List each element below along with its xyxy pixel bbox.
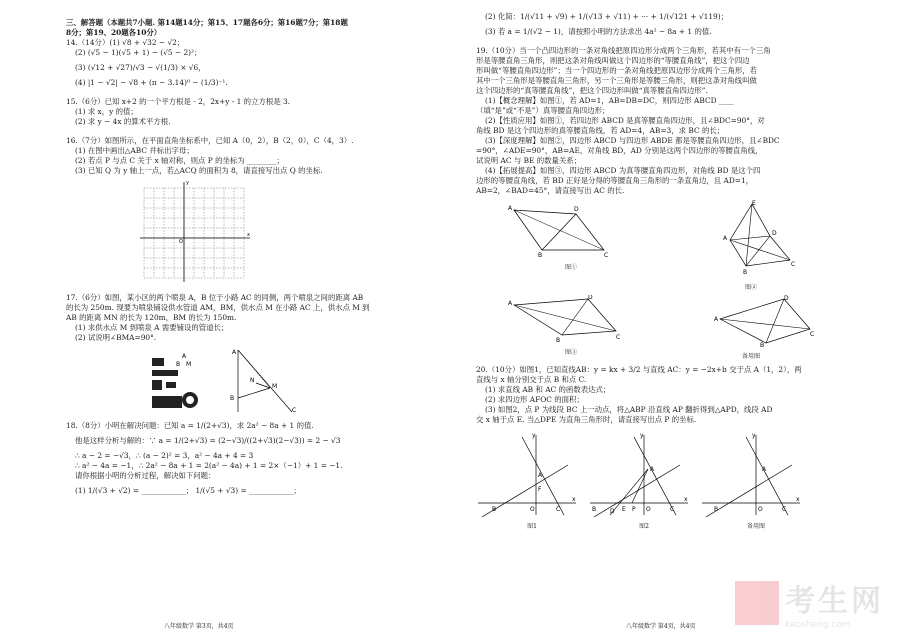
q19-fig-spare <box>710 295 820 347</box>
svg-text:C: C <box>670 506 675 513</box>
q15-p2: (2) 求 y − 4x 的算术平方根. <box>75 117 171 126</box>
svg-text:A: A <box>723 235 728 242</box>
q19-p4a: (4)【拓展提高】如图③，四边形 ABCD 为真等腰直角四边形，对角线 BD 是这个四 <box>485 166 761 175</box>
q19-p4c: AB=2，∠BAD=45°，请直接写出 AC 的长. <box>476 186 625 195</box>
park-photo-figure <box>146 346 208 416</box>
q19-l4: 其中一个三角形是等腰直角三角形，另一个三角形是等腰三角形，则把这条对角线叫做 <box>476 76 757 85</box>
q17-l3: AB 的距离 MN 的长为 120m，BM 的长为 150m. <box>66 313 237 322</box>
q19-head: 19.（10分）当一个凸四边形的一条对角线把原四边形分成两个三角形，若其中有一个三角 <box>476 46 771 55</box>
svg-text:M: M <box>272 383 278 390</box>
svg-text:x: x <box>796 496 800 503</box>
fig3-caption: 图③ <box>564 349 577 356</box>
q19-p1a: (1)【概念理解】如图①，若 AD=1，AB=DB=DC，则四边形 ABCD ____ <box>485 96 734 105</box>
page-footer-left: 八年级数学 第3页，共4页 <box>164 623 234 630</box>
q19-figures-row2 <box>476 295 850 360</box>
svg-text:x: x <box>247 232 250 238</box>
svg-text:B: B <box>556 337 561 343</box>
q17-figures <box>146 346 436 416</box>
q19-p3b: =90°，∠ADE=90°，AB=AE，对角线 BD，AD 分别是这两个四边形的等腰直角线， <box>476 146 763 155</box>
q18-l4: ∴ a² − 4a = −1，∴ 2a² − 8a + 1 = 2(a² − 4a) + 1 = 2×（−1）+ 1 = −1. <box>75 461 343 470</box>
q20-p1: (1) 求直线 AB 和 AC 的函数表达式； <box>485 385 611 394</box>
svg-text:y: y <box>186 180 189 186</box>
q19-p1b: （填“是”或“不是”）真等腰直角四边形； <box>476 106 610 115</box>
svg-text:D: D <box>574 206 579 213</box>
svg-text:O: O <box>179 239 183 245</box>
svg-text:C: C <box>292 407 297 414</box>
svg-text:A: A <box>508 205 513 212</box>
q16-p1: (1) 在图中画出△ABC 并标出字母； <box>75 146 194 155</box>
svg-text:O: O <box>758 506 763 513</box>
svg-text:C: C <box>604 252 609 258</box>
q17-p2: (2) 试说明∠BMA=90°. <box>75 333 157 342</box>
svg-text:B: B <box>743 269 748 276</box>
q18-l3: ∴ a − 2 = −√3，∴ (a − 2)² = 3，a² − 4a + 4 = 3 <box>75 451 254 460</box>
coordinate-grid-figure <box>134 178 254 288</box>
q16-head: 16.（7分）如图所示，在平面直角坐标系中，已知 A（0，2），B（2，0），C（4，3）. <box>66 136 354 145</box>
page-footer-right: 八年级数学 第4页，共4页 <box>626 623 696 630</box>
q16-p2: (2) 若点 P 与点 C 关于 x 轴对称，则点 P 的坐标为 ________； <box>75 156 284 165</box>
q18-l6: (1) 1/(√3 + √2) = ____________； 1/(√5 + √3) = ____________； <box>75 486 301 495</box>
q17-l2: 的长为 250m. 现要为喷泉铺设供水管道 AM，BM，供水点 M 在小路 AC 上，供水点 M 到 <box>66 303 370 312</box>
page-right <box>450 0 900 636</box>
svg-text:N: N <box>250 377 255 384</box>
svg-text:C: C <box>782 506 787 513</box>
q18-l5: 请你根据小明的分析过程，解决如下问题： <box>75 471 216 480</box>
svg-text:B: B <box>176 361 181 368</box>
svg-text:D: D <box>588 295 593 301</box>
q14-p3: (3) (√12 + √27)/√3 − √(1/3) × √6， <box>75 63 206 72</box>
svg-text:A: A <box>538 472 543 479</box>
watermark <box>735 576 884 630</box>
q19-p2a: (2)【性质应用】如图①，若四边形 ABCD 是真等腰直角四边形，且∠BDC=90°，对 <box>485 116 765 125</box>
section-title: 三、解答题（本题共7小题. 第14题14分；第15、17题各6分；第16题7分；第18题 <box>66 18 348 27</box>
fig2-caption: 图② <box>744 284 757 291</box>
svg-text:y: y <box>752 432 756 439</box>
q20-p3a: (3) 如图2，点 P 为线段 BC 上一动点，将△ABP 沿直线 AP 翻折得到△APD，线段 AD <box>485 405 773 414</box>
svg-text:C: C <box>556 506 561 513</box>
svg-text:C: C <box>791 261 796 268</box>
svg-text:A: A <box>714 316 719 323</box>
svg-text:y: y <box>640 432 644 439</box>
q19-p3a: (3)【深度理解】如图②，四边形 ABCD 与四边形 ABDE 都是等腰直角四边形，且∠BDC <box>485 136 780 145</box>
svg-text:y: y <box>532 432 536 439</box>
svg-text:B: B <box>230 395 235 402</box>
svg-text:A: A <box>650 466 655 473</box>
q14-p2: (2) (√5 − 1)(√5 + 1) − (√5 − 2)²； <box>75 48 202 57</box>
q16-p3: (3) 已知 Q 为 y 轴上一点，若△ACQ 的面积为 8，请直接写出点 Q 的坐标. <box>75 166 323 175</box>
q18-p3: (3) 若 a = 1/(√2 − 1)，请按照小明的方法求出 4a² − 8a + 1 的值. <box>485 27 712 36</box>
svg-text:B: B <box>538 252 543 258</box>
svg-text:A: A <box>182 353 187 360</box>
section-title-cont: 8分；第19、20题各10分） <box>66 28 162 37</box>
q19-fig3 <box>506 295 626 343</box>
svg-text:O: O <box>646 506 651 513</box>
svg-text:E: E <box>752 200 756 207</box>
q20-p2: (2) 求四边形 AFOC 的面积； <box>485 395 584 404</box>
q14-head: 14.（14分）(1) √8 + √32 − √2； <box>66 38 185 47</box>
q19-l2: 形是等腰直角三角形，则把这条对角线叫做这个四边形的“等腰直角线”，把这个四边 <box>476 56 750 65</box>
svg-text:A: A <box>232 349 237 356</box>
graph-spare-caption: 备用图 <box>746 523 765 530</box>
graph1-caption: 图1 <box>527 523 537 530</box>
svg-text:D: D <box>610 508 615 515</box>
svg-text:A: A <box>508 300 513 307</box>
q17-head: 17.（6分）如图，某小区的两个喷泉 A，B 位于小路 AC 的同侧，两个喷泉之间的距离 AB <box>66 293 364 302</box>
svg-text:A: A <box>762 466 767 473</box>
q20-p3b: 交 x 轴于点 E. 当△DPE 为直角三角形时，请直接写出点 P 的坐标. <box>476 415 697 424</box>
q19-p2b: 角线 BD 是这个四边形的真等腰直角线，若 AD=4，AB=3，求 BC 的长； <box>476 126 725 135</box>
q19-figures-row1 <box>476 200 850 291</box>
q15-head: 15.（6分）已知 x+2 的一个平方根是 - 2，2x+y - 1 的立方根是 3. <box>66 97 291 106</box>
q19-p3c: 试说明 AC 与 BE 的数量关系； <box>476 156 582 165</box>
svg-text:O: O <box>530 506 535 513</box>
graph2-caption: 图2 <box>639 523 649 530</box>
svg-text:D: D <box>784 295 789 302</box>
q19-fig1 <box>506 200 626 258</box>
svg-text:B: B <box>714 506 719 513</box>
q20-graph-spare <box>700 431 804 517</box>
q14-p4: (4) |1 − √2| − √8 + (π − 3.14)⁰ − (1/3)⁻¹. <box>75 78 228 87</box>
svg-text:M: M <box>186 361 192 368</box>
svg-text:P: P <box>632 506 636 513</box>
q19-fig2 <box>716 200 806 278</box>
fig-spare-caption: 备用图 <box>741 353 760 360</box>
q18-head: 18.（8分）小明在解决问题：已知 a = 1/(2+√3)，求 2a² − 8a + 1 的值. <box>66 421 314 430</box>
svg-text:E: E <box>622 506 626 513</box>
watermark-brand: 考生网 <box>785 584 884 619</box>
svg-text:x: x <box>572 496 576 503</box>
q19-p4b: 边形的等腰直角线，若 BD 正好是分得的等腰直角三角形的一条直角边，且 AD=1， <box>476 176 754 185</box>
q20-l2: 直线与 x 轴分别交于点 B 和点 C. <box>476 375 587 384</box>
q18-l2: 他是这样分析与解的：∵ a = 1/(2+√3) = (2−√3)/((2+√3)(2−√3)) = 2 − √3 <box>75 436 341 445</box>
q20-graph2 <box>588 431 692 517</box>
q20-head: 20.（10分）如图1，已知直线AB：y = kx + 3/2 与直线 AC：y = −2x+b 交于点 A（1，2），两 <box>476 365 802 374</box>
svg-text:C: C <box>616 334 621 341</box>
svg-text:x: x <box>684 496 688 503</box>
watermark-url: kaosheng.com <box>785 620 851 630</box>
svg-text:B: B <box>592 506 597 513</box>
watermark-logo-icon <box>735 581 779 625</box>
q18-p2: (2) 化简：1/(√11 + √9) + 1/(√13 + √11) + ··· + 1/(√121 + √119)； <box>485 12 729 21</box>
q20-figures <box>476 431 850 530</box>
geometry-amn-figure <box>226 346 306 416</box>
svg-text:B: B <box>492 506 497 513</box>
q19-l5: 这个四边形的“真等腰直角线”，把这个四边形叫做“真等腰直角四边形”. <box>476 86 708 95</box>
q17-p1: (1) 求供水点 M 到喷泉 A 需要铺设的管道长； <box>75 323 229 332</box>
q20-graph1 <box>476 431 580 517</box>
svg-text:D: D <box>772 230 777 237</box>
svg-text:B: B <box>760 342 765 347</box>
q15-p1: (1) 求 x，y 的值； <box>75 107 138 116</box>
svg-text:C: C <box>810 331 815 338</box>
q19-l3: 形叫做“等腰直角四边形”；当一个四边形的一条对角线把原四边形分成两个三角形，若 <box>476 66 758 75</box>
fig1-caption: 图① <box>564 264 577 271</box>
svg-text:F: F <box>538 486 542 493</box>
